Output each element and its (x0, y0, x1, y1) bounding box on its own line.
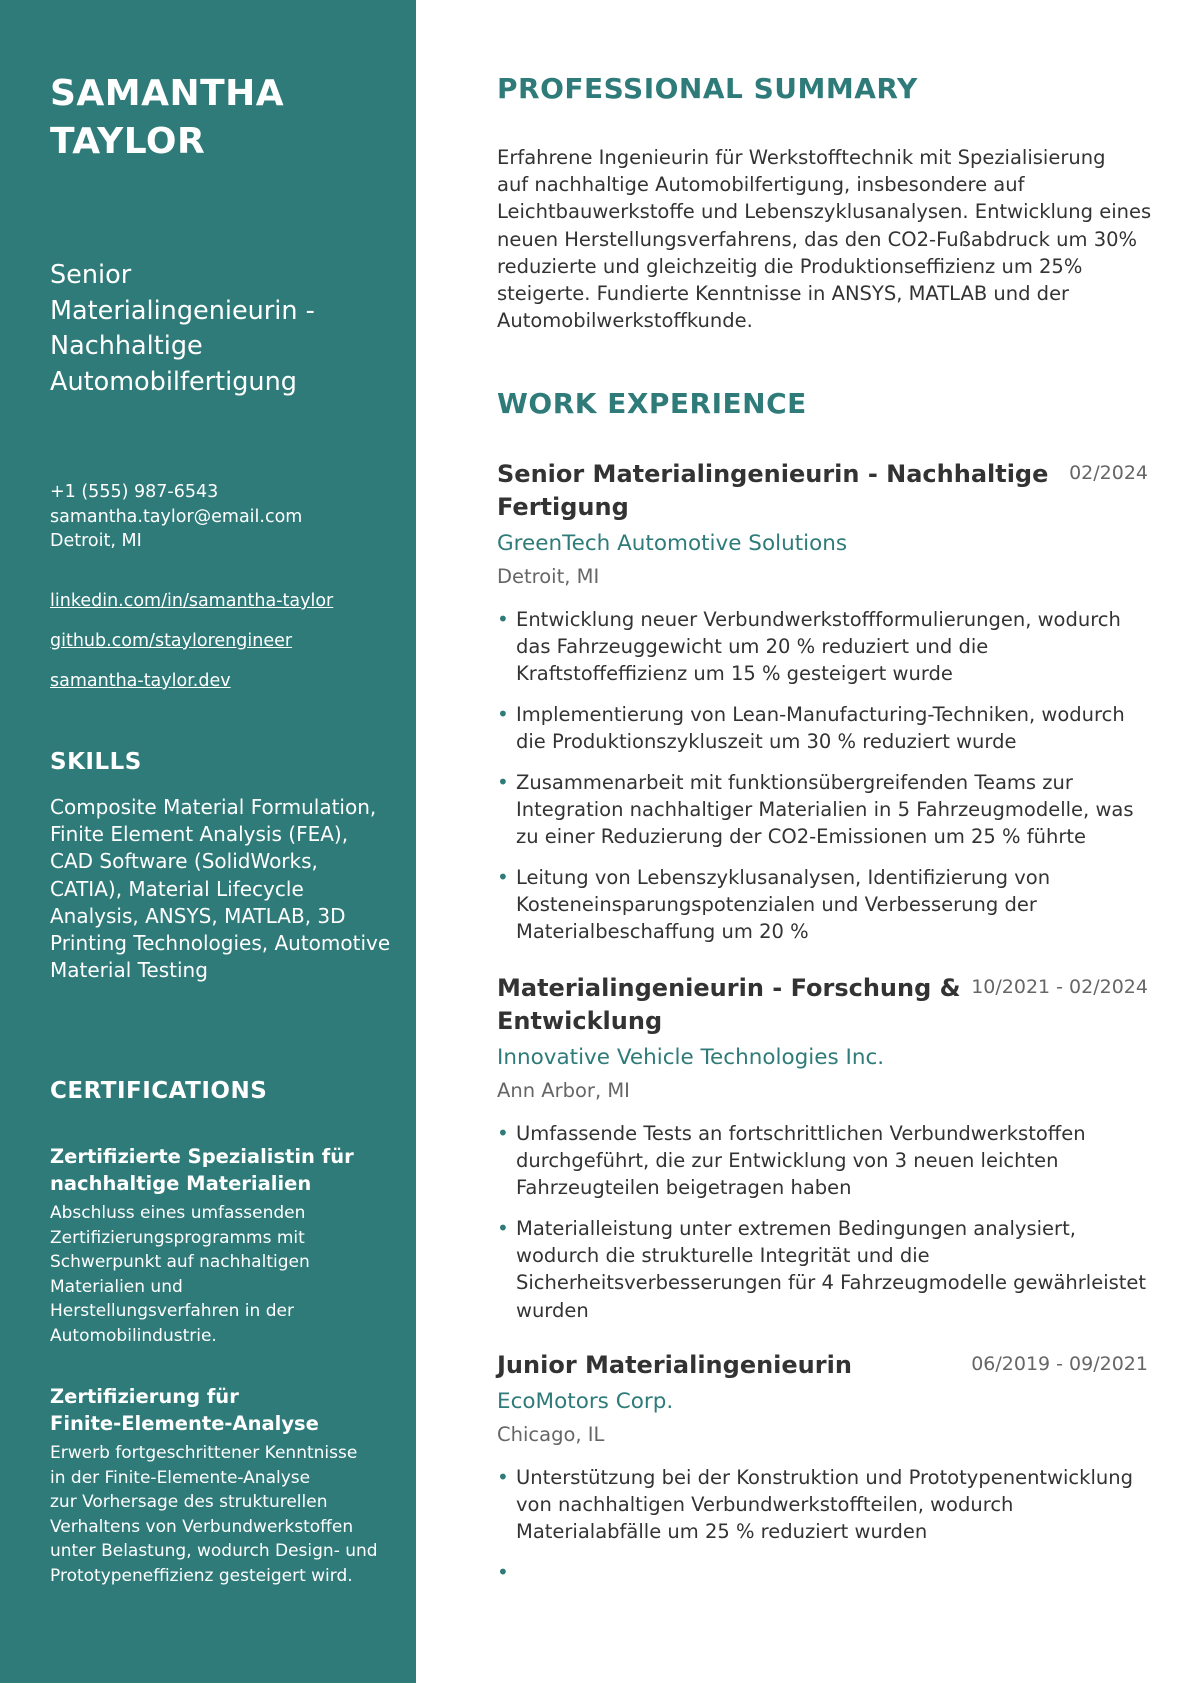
job-location: Detroit, MI (497, 565, 600, 588)
bullet-icon: • (497, 770, 509, 794)
phone-number: +1 (555) 987-6543 (50, 482, 219, 502)
job-entry: Junior Materialingenieurin 06/2019 - 09/2021 EcoMotors Corp. Chicago, IL • Unterstützung bei der Konstruktion und Prototypenentwicklung von nachhaltigen Verbundwerkstoffteilen, wodurch Materialabfälle um 25 % reduziert wurden • (497, 1349, 1148, 1589)
job-title: Materialingenieurin - Forschung & Entwicklung (497, 974, 961, 1035)
website-link[interactable]: samantha-taylor.dev (50, 671, 231, 691)
certifications-heading: CERTIFICATIONS (50, 1078, 268, 1104)
candidate-name: SAMANTHA TAYLOR (50, 73, 285, 162)
location: Detroit, MI (50, 531, 142, 551)
summary-text: Erfahrene Ingenieurin für Werkstofftechnik mit Spezialisierung auf nachhaltige Automobilfertigung, insbesondere auf Leichtbauwerkstoffe und Lebenszyklusanalysen. Entwicklung eines neuen Herstellungsverfahrens, das den CO2-Fußabdruck um 30% reduzierte und gleichzeitig die Produktionseffizienz um 25% steigerte. Fundierte Kenntnisse in ANSYS, MATLAB und der Automobilwerkstoffkunde. (497, 146, 1152, 333)
contact-info (50, 480, 390, 554)
main-content (416, 0, 1190, 1683)
job-location: Chicago, IL (497, 1423, 605, 1446)
job-title-headline: Senior Materialingenieurin - Nachhaltige Automobilfertigung (50, 260, 315, 397)
bullet-icon: • (497, 1121, 509, 1145)
job-location: Ann Arbor, MI (497, 1079, 630, 1102)
job-title: Junior Materialingenieurin (497, 1351, 852, 1379)
bullet-icon: • (497, 1560, 509, 1584)
company-name: GreenTech Automotive Solutions (497, 531, 848, 556)
company-name: EcoMotors Corp. (497, 1389, 674, 1414)
job-entry: Senior Materialingenieurin - Nachhaltige Fertigung 02/2024 GreenTech Automotive Solutions Detroit, MI • Entwicklung neuer Verbundwerkstoffformulierungen, wodurch das Fahrzeuggewicht um 20 % reduziert und die Kraftstoffeffizienz um 15 % gesteigert wurde • Implementierung von Lean-Manufacturing-Techniken, wodurch die Produktionszykluszeit um 30 % reduziert wurde • Zusammenarbeit mit funktionsübergreifenden Teams zur Integration nachhaltiger Materialien in 5 Fahrzeugmodelle, was zu einer Reduzierung der CO2-Emissionen um 25 % führte • Leitung von Lebenszyklusanalysen, Identifizierung von Kosteneinsparungspotenzialen und Verbesserung der Materialbeschaffung um 20 % (497, 460, 1148, 944)
job-date: 06/2019 - 09/2021 (971, 1353, 1148, 1375)
bullet-icon: • (497, 1465, 509, 1489)
skills-list: Composite Material Formulation, Finite Element Analysis (FEA), CAD Software (SolidWorks, CATIA), Material Lifecycle Analysis, ANSYS, MATLAB, 3D Printing Technologies, Automotive Material Testing (50, 795, 391, 983)
bullet-icon: • (497, 702, 509, 726)
summary-heading: PROFESSIONAL SUMMARY (497, 72, 918, 105)
company-name: Innovative Vehicle Technologies Inc. (497, 1045, 885, 1070)
certification-name: Zertifizierung für Finite-Elemente-Analyse (50, 1385, 319, 1435)
skills-heading: SKILLS (50, 749, 142, 775)
job-date: 02/2024 (1069, 462, 1148, 484)
job-date: 10/2021 - 02/2024 (971, 976, 1148, 998)
bullet-icon: • (497, 1216, 509, 1240)
bullet-icon: • (497, 607, 509, 631)
bullet-icon: • (497, 865, 509, 889)
job-title: Senior Materialingenieurin - Nachhaltige Fertigung (497, 460, 1049, 521)
linkedin-link[interactable]: linkedin.com/in/samantha-taylor (50, 591, 334, 611)
certification-description: Erwerb fortgeschrittener Kenntnisse in der Finite-Elemente-Analyse zur Vorhersage des strukturellen Verhaltens von Verbundwerkstoffen unter Belastung, wodurch Design- und Prototypeneffizienz gesteigert wird. (50, 1443, 378, 1586)
github-link[interactable]: github.com/staylorengineer (50, 631, 293, 651)
certification-name: Zertifizierte Spezialistin für nachhaltige Materialien (50, 1145, 354, 1195)
certification-description: Abschluss eines umfassenden Zertifizierungsprogramms mit Schwerpunkt auf nachhaltigen Materialien und Herstellungsverfahren in der Automobilindustrie. (50, 1203, 310, 1346)
experience-heading: WORK EXPERIENCE (497, 387, 807, 420)
email-address: samantha.taylor@email.com (50, 506, 303, 527)
job-entry: Materialingenieurin - Forschung & Entwicklung 10/2021 - 02/2024 Innovative Vehicle Technologies Inc. Ann Arbor, MI • Umfassende Tests an fortschrittlichen Verbundwerkstoffen durchgeführt, die zur Entwicklung von 3 neuen leichten Fahrzeugteilen beigetragen haben • Materialleistung unter extremen Bedingungen analysiert, wodurch die strukturelle Integrität und die Sicherheitsverbesserungen für 4 Fahrzeugmodelle gewährleistet wurden (497, 974, 1148, 1322)
sidebar (0, 0, 416, 1683)
